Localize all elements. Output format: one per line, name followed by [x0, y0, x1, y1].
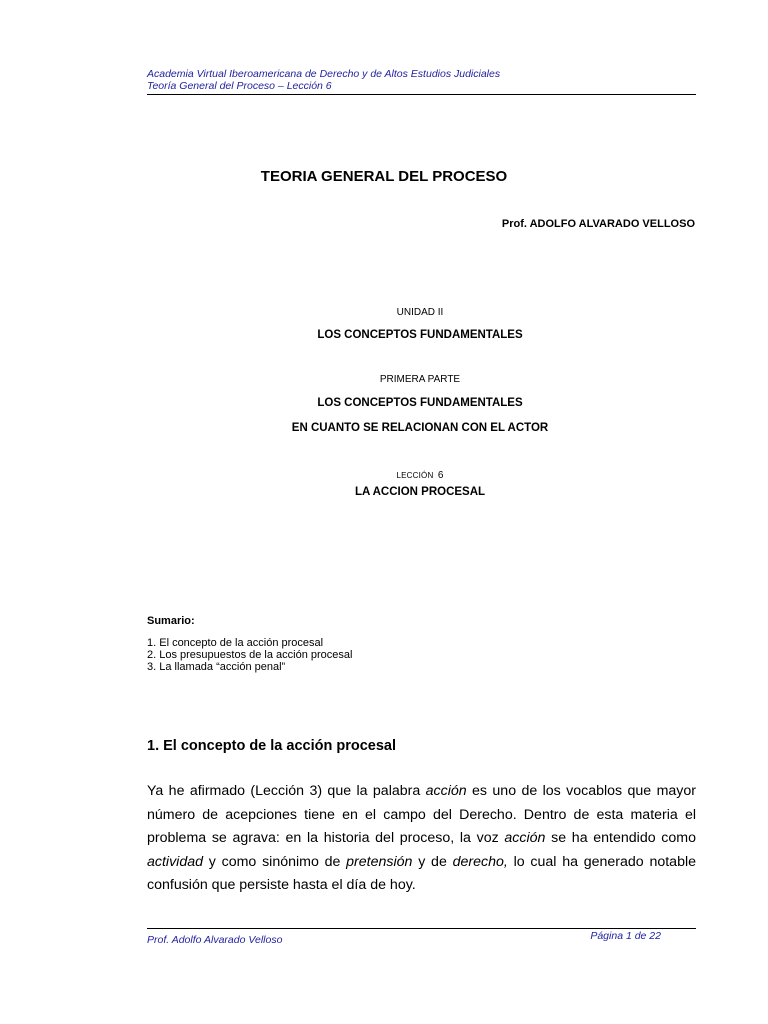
part-title-line1: LOS CONCEPTOS FUNDAMENTALES: [317, 397, 523, 409]
professor-name: Prof. ADOLFO ALVARADO VELLOSO: [501, 218, 695, 230]
unit-label: UNIDAD II: [396, 307, 444, 318]
section-heading: 1. El concepto de la acción procesal: [147, 738, 397, 754]
emphasis-text: acción: [504, 830, 546, 846]
page-header: [147, 68, 696, 95]
paragraph-text: Ya he afirmado (Lección 3) que la palabra: [147, 783, 426, 799]
emphasis-text: derecho,: [452, 853, 508, 870]
header-course: Teoría General del Proceso – Lección 6: [147, 80, 332, 92]
lesson-label-row: [0, 465, 768, 483]
page-number: Página 1 de 22: [590, 930, 661, 942]
part-label: PRIMERA PARTE: [379, 374, 461, 385]
lesson-name: LA ACCION PROCESAL: [354, 486, 486, 498]
summary-item: 2. Los presupuestos de la acción procesal: [147, 649, 353, 661]
summary-heading: Sumario:: [147, 615, 195, 627]
emphasis-text: actividad: [147, 853, 203, 870]
paragraph-text: y como sinónimo de: [203, 853, 347, 870]
lesson-number: 6: [437, 470, 444, 481]
paragraph-text: es uno de los vocablos que mayor número de acepciones tiene en el campo del Derecho. Dentro de esta materia el problema se agrava: en la historia del proceso, la voz: [147, 783, 696, 846]
paragraph-text: se ha entendido como: [545, 830, 696, 846]
summary-item: 1. El concepto de la acción procesal: [147, 637, 324, 649]
summary: [147, 615, 352, 673]
emphasis-text: pretensión: [346, 853, 413, 870]
emphasis-text: acción: [425, 783, 467, 799]
paragraph-text: y de: [412, 853, 453, 870]
document-title: TEORIA GENERAL DEL PROCESO: [260, 168, 508, 185]
summary-item: 3. La llamada “acción penal”: [147, 661, 286, 673]
page-footer: [147, 928, 696, 948]
unit-name: LOS CONCEPTOS FUNDAMENTALES: [317, 329, 523, 341]
header-institution: Academia Virtual Iberoamericana de Derecho y de Altos Estudios Judiciales: [147, 68, 501, 80]
paragraph-text: lo cual ha generado notable confusión que persiste hasta el día de hoy.: [147, 853, 697, 893]
part-title-line2: EN CUANTO SE RELACIONAN CON EL ACTOR: [291, 422, 549, 434]
footer-author: Prof. Adolfo Alvarado Velloso: [147, 934, 283, 946]
lesson-label: LECCIÓN: [396, 471, 434, 480]
body-paragraph: [147, 780, 696, 898]
